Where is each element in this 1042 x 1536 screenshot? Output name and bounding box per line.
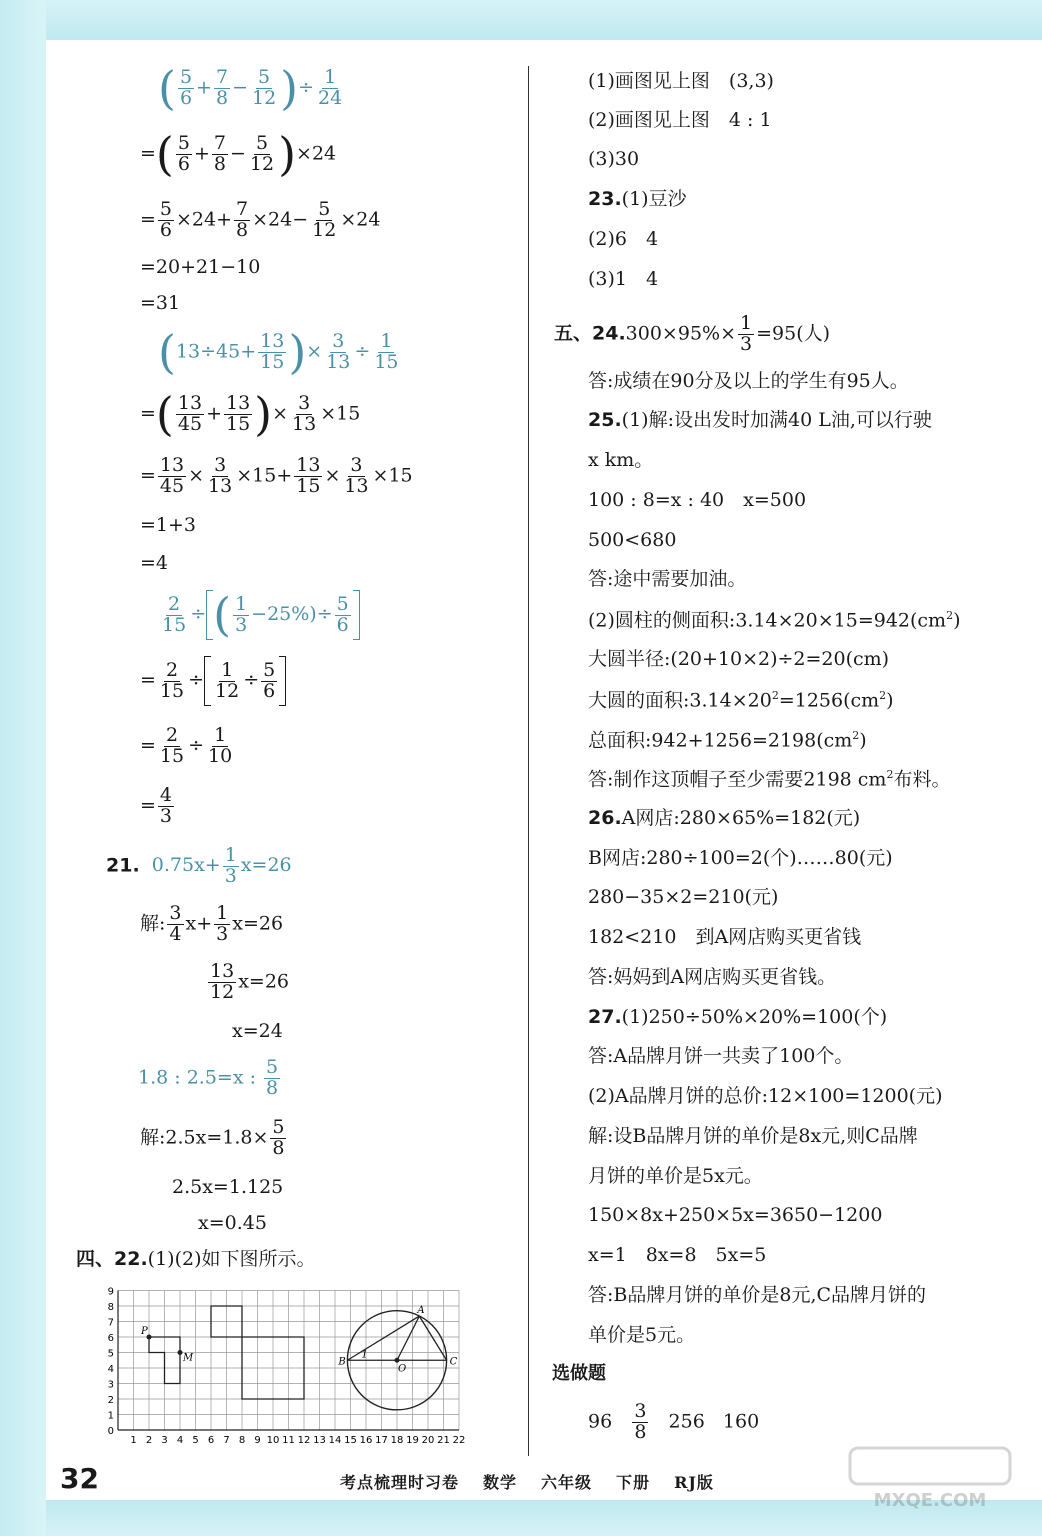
q23-l2: (2)6 4 — [588, 228, 659, 250]
q24-answer: 答:成绩在90分及以上的学生有95人。 — [588, 370, 909, 392]
q26: 26.A网店:280×65%=182(元) — [588, 807, 861, 829]
x-tick-label: 8 — [238, 1435, 246, 1446]
eq2-step3: =1+3 — [140, 514, 197, 536]
eq3-result: = $\frac{4}{3}$ — [140, 784, 173, 827]
frac: $\frac{5}{6}$ — [179, 66, 193, 109]
q25-l10: 答:制作这顶帽子至少需要2198 $cm^2$布料。 — [588, 768, 951, 791]
page-frame-top — [0, 0, 1042, 40]
page-footer: 考点梳理时习卷 数学 六年级 下册 RJ版 — [340, 1473, 714, 1492]
q21-step4: 解:2.5x=1.8× $\frac{5}{8}$ — [140, 1116, 285, 1159]
q21-step6: x=0.45 — [198, 1212, 267, 1234]
q25-l3: 100 : 8=x : 40 x=500 — [588, 489, 807, 511]
q27-l4: 解:设B品牌月饼的单价是8x元,则C品牌 — [588, 1125, 918, 1147]
eq1-step3: =20+21−10 — [140, 256, 261, 278]
x-tick-label: 16 — [359, 1435, 373, 1446]
label-c: C — [449, 1356, 458, 1368]
x-tick-label: 7 — [223, 1435, 230, 1446]
x-tick-label: 22 — [452, 1435, 466, 1446]
q26-l5: 答:妈妈到A网店购买更省钱。 — [588, 966, 837, 988]
q25-l8: 大圆的面积$:3.14\times 20^2=1256(cm^2)$ — [588, 689, 894, 712]
x-tick-label: 21 — [437, 1435, 450, 1446]
q21-step3: x=24 — [232, 1020, 283, 1042]
q25-l6: (2)圆柱的侧面积$:3.14\times 20\times 15=942(cm^2)$ — [588, 609, 961, 632]
y-tick-label: 9 — [107, 1286, 114, 1298]
q27-l2: 答:A品牌月饼一共卖了100个。 — [588, 1045, 854, 1067]
eq1-result: =31 — [140, 292, 181, 314]
q23-l3: (3)1 4 — [588, 268, 659, 290]
eq2-step2: = $\frac{13}{45}$ × $\frac{3}{13}$ ×15+ $\frac{13}{15}$ × $\frac{3}{13}$ ×15 — [140, 454, 413, 497]
r-line-2: (2)画图见上图 4 : 1 — [588, 109, 772, 131]
x-tick-label: 12 — [297, 1435, 311, 1446]
q26-l2: B网店:280÷100=2(个)……80(元) — [588, 847, 893, 869]
optional-answers: 96 $\frac{3}{8}$ 256 160 — [588, 1400, 760, 1443]
q27-l3: (2)A品牌月饼的总价:12×100=1200(元) — [588, 1085, 943, 1107]
q25-l7: 大圆半径:(20+10×2)÷2=20(cm) — [588, 648, 890, 670]
q21-step1: 解: $\frac{3}{4}$ x+ $\frac{1}{3}$ x=26 — [140, 902, 284, 945]
y-tick-label: 8 — [107, 1302, 114, 1313]
q25-l4: 500<680 — [588, 529, 677, 551]
q27-l9: 单价是5元。 — [588, 1324, 696, 1346]
x-tick-label: 9 — [254, 1435, 261, 1446]
x-tick-label: 13 — [313, 1435, 326, 1446]
q27-l5: 月饼的单价是5x元。 — [588, 1165, 763, 1187]
x-tick-label: 15 — [344, 1435, 357, 1446]
x-tick-label: 5 — [192, 1435, 199, 1446]
eq3-step1: = $\frac{2}{15}$ ÷ $\frac{1}{12}$ ÷ $\frac{5}{6}$ — [140, 656, 286, 706]
watermark-logo — [840, 1444, 1020, 1514]
label-b: B — [338, 1356, 346, 1368]
x-tick-label: 18 — [390, 1435, 404, 1446]
q27-l7: x=1 8x=8 5x=5 — [588, 1244, 767, 1266]
eq2-result: =4 — [140, 552, 169, 574]
y-tick-label: 1 — [107, 1410, 114, 1422]
y-tick-label: 0 — [107, 1426, 114, 1437]
svg-text:MXQE.COM: MXQE.COM — [873, 1490, 987, 1511]
label-o: O — [398, 1363, 407, 1375]
q26-l3: 280−35×2=210(元) — [588, 886, 779, 908]
q25: 25.(1)解:设出发时加满40 L油,可以行驶 — [588, 409, 932, 431]
x-tick-label: 1 — [130, 1435, 137, 1446]
q27: 27.(1)250÷50%×20%=100(个) — [588, 1006, 888, 1028]
q25-l2: x km。 — [588, 449, 654, 471]
chord-ac — [419, 1316, 446, 1360]
x-tick-label: 6 — [207, 1435, 215, 1446]
x-tick-label: 10 — [266, 1435, 280, 1446]
q21-header2: 1.8 : 2.5=x : $\frac{5}{8}$ — [138, 1056, 279, 1099]
point-o — [395, 1358, 400, 1363]
q25-l9: 总面积$:942+1256=2198(cm^2)$ — [588, 729, 867, 752]
eq1-step2: = $\frac{5}{6}$ ×24+ $\frac{7}{8}$ ×24− $\frac{5}{12}$ ×24 — [140, 198, 381, 241]
q27-l6: 150×8x+250×5x=3650−1200 — [588, 1204, 883, 1226]
x-tick-label: 20 — [421, 1435, 435, 1446]
q24: 五、24.300×95%× $\frac{1}{3}$ =95(人) — [554, 312, 831, 355]
y-tick-label: 6 — [107, 1333, 114, 1344]
q23: 23.(1)豆沙 — [588, 188, 687, 210]
x-tick-label: 2 — [145, 1435, 153, 1446]
eq1-step1: =( $\frac{5}{6}$ + $\frac{7}{8}$ − $\frac{5}{12}$ )×24 — [140, 127, 337, 182]
eq3-header: $\frac{2}{15}$ ÷ ( $\frac{1}{3}$ −25%)÷ $\frac{5}{6}$ — [158, 590, 360, 640]
y-tick-label: 3 — [107, 1379, 114, 1391]
grid-figure — [98, 1284, 468, 1450]
eq1-header: ( $\frac{5}{6}$ + $\frac{7}{8}$ − $\frac{5}{12}$ )÷ $\frac{1}{24}$ — [158, 61, 343, 116]
x-tick-label: 4 — [176, 1435, 184, 1446]
r-line-3: (3)30 — [588, 148, 640, 170]
r-line-1: (1)画图见上图 (3,3) — [588, 70, 774, 92]
label-a: A — [417, 1305, 425, 1317]
q22: 四、22.(1)(2)如下图所示。 — [76, 1248, 316, 1270]
page-frame-left — [0, 0, 46, 1536]
optional-title: 选做题 — [552, 1363, 606, 1384]
label-m: M — [183, 1352, 194, 1364]
point-m — [178, 1350, 183, 1355]
q27-l8: 答:B品牌月饼的单价是8元,C品牌月饼的 — [588, 1284, 927, 1306]
x-tick-label: 17 — [375, 1435, 388, 1446]
x-tick-label: 14 — [328, 1435, 342, 1446]
label-p: P — [141, 1326, 148, 1337]
q21-step2: $\frac{13}{12}$ x=26 — [210, 960, 289, 1003]
page-number: 32 — [60, 1462, 99, 1495]
y-tick-label: 2 — [107, 1395, 114, 1406]
q26-l4: 182<210 到A网店购买更省钱 — [588, 926, 862, 948]
x-tick-label: 11 — [282, 1435, 295, 1446]
x-tick-label: 19 — [406, 1435, 419, 1446]
q21-step5: 2.5x=1.125 — [172, 1176, 284, 1198]
y-tick-label: 4 — [107, 1364, 114, 1375]
y-tick-label: 7 — [107, 1317, 114, 1329]
label-angle-1: 1 — [361, 1349, 368, 1361]
q25-l5: 答:途中需要加油。 — [588, 568, 747, 590]
y-tick-label: 5 — [107, 1348, 114, 1360]
column-divider — [528, 66, 529, 1456]
eq2-header: (13÷45+ $\frac{13}{15}$ )× $\frac{3}{13}$ ÷ $\frac{1}{15}$ — [158, 325, 399, 380]
eq2-step1: =( $\frac{13}{45}$ + $\frac{13}{15}$ )× $\frac{3}{13}$ ×15 — [140, 387, 361, 442]
q21: 21. 0.75x+ $\frac{1}{3}$ x=26 — [106, 844, 292, 887]
eq3-step2: = $\frac{2}{15}$ ÷ $\frac{1}{10}$ — [140, 724, 233, 767]
x-tick-label: 3 — [161, 1435, 168, 1446]
